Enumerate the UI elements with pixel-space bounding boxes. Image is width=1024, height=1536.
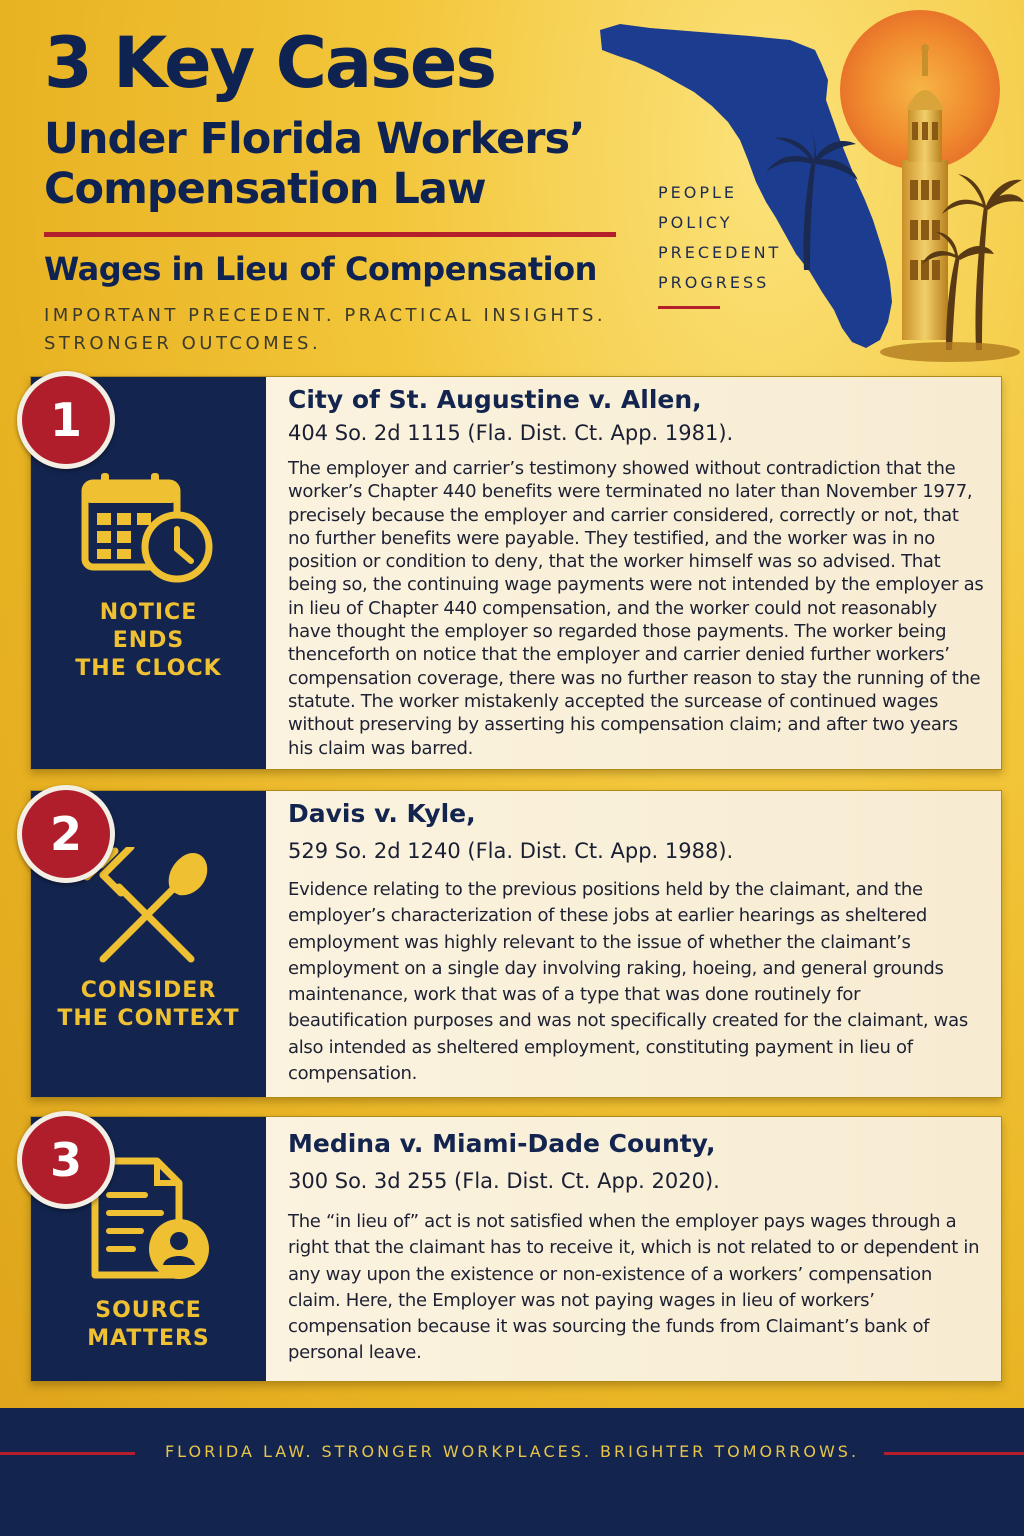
label-line: NOTICE xyxy=(99,600,198,625)
calendar-clock-icon xyxy=(79,469,219,589)
case-card-2 xyxy=(30,790,1002,1098)
tagline-small-line-1: IMPORTANT PRECEDENT. PRACTICAL INSIGHTS. xyxy=(44,305,607,326)
tagline: Wages in Lieu of Compensation xyxy=(44,250,597,288)
case-number-badge: 1 xyxy=(17,371,115,469)
pillar-item: PRECEDENT xyxy=(658,243,782,262)
case-number-badge: 3 xyxy=(17,1111,115,1209)
pillar-list xyxy=(658,178,781,309)
footer-text: FLORIDA LAW. STRONGER WORKPLACES. BRIGHTER TOMORROWS. xyxy=(164,1442,860,1461)
case-card-content xyxy=(266,377,1001,769)
subtitle-line-2: Compensation Law xyxy=(44,164,486,214)
pillar-item: PROGRESS xyxy=(658,273,770,292)
pillar-item: PEOPLE xyxy=(658,183,738,202)
label-line: SOURCE xyxy=(95,1298,202,1323)
case-card-1 xyxy=(30,376,1002,770)
case-card-content xyxy=(266,1117,1001,1381)
case-takeaway-label xyxy=(31,599,266,683)
tagline-small-line-2: STRONGER OUTCOMES. xyxy=(44,333,322,354)
label-line: ENDS xyxy=(112,628,185,653)
header xyxy=(0,0,1024,365)
page-subtitle xyxy=(44,114,584,214)
tagline-small xyxy=(44,302,624,358)
case-citation: 404 So. 2d 1115 (Fla. Dist. Ct. App. 1981). xyxy=(288,421,734,445)
case-card-content xyxy=(266,791,1001,1097)
title-divider xyxy=(44,232,616,237)
case-citation: 300 So. 3d 255 (Fla. Dist. Ct. App. 2020). xyxy=(288,1169,720,1193)
case-citation: 529 So. 2d 1240 (Fla. Dist. Ct. App. 1988). xyxy=(288,839,734,863)
label-line: THE CONTEXT xyxy=(57,1006,240,1031)
case-takeaway-label xyxy=(31,977,266,1033)
case-summary: The “in lieu of” act is not satisfied when the employer pays wages through a right that the claimant has to receive it, which is not related to or dependent in any way upon the existence or non-existence of a workers’ compensation claim. Here, the Employer was not paying wages in lieu of workers’ compensation because it was sourcing the funds from Claimant’s bank of personal leave. xyxy=(288,1211,980,1364)
case-card-3 xyxy=(30,1116,1002,1382)
subtitle-line-1: Under Florida Workers’ xyxy=(44,114,585,164)
footer-divider-right xyxy=(884,1452,1024,1455)
case-name: City of St. Augustine v. Allen, xyxy=(288,385,702,414)
case-summary: The employer and carrier’s testimony showed without contradiction that the worker’s Chapter 440 benefits were terminated no later than November 1977, precisely because the employer and carrier considered, correctly or not, that no further benefits were payable. They testified, and the worker was in no position or condition to deny, that the worker himself was so advised. That being so, the continuing wage payments were not intended by the employer as in lieu of Chapter 440 compensation, and the worker could not reasonably have thought the employer so regarded those payments. The worker being thenceforth on notice that the employer and carrier denied further workers’ compensation coverage, there was no further reason to stay the running of the statute. The worker mistakenly accepted the surcease of continued wages without preserving by asserting his compensation claim; and after two years his claim was barred. xyxy=(288,458,984,759)
case-summary: Evidence relating to the previous positions held by the claimant, and the employer’s characterization of these jobs at earlier hearings as sheltered employment was highly relevant to the issue of whether the claimant’s employment on a single day involving raking, hoeing, and general grounds maintenance, work that was of a type that was done routinely for beautification purposes and was not specifically created for the claimant, was also intended as sheltered employment, constituting payment in lieu of compensation. xyxy=(288,879,968,1085)
pillar-item: POLICY xyxy=(658,213,733,232)
florida-map-illustration xyxy=(590,10,1024,370)
case-name: Davis v. Kyle, xyxy=(288,799,476,828)
page-title: 3 Key Cases xyxy=(44,22,495,104)
case-number-badge: 2 xyxy=(17,785,115,883)
label-line: CONSIDER xyxy=(80,978,217,1003)
case-name: Medina v. Miami-Dade County, xyxy=(288,1129,716,1158)
label-line: MATTERS xyxy=(87,1326,210,1351)
footer xyxy=(0,1408,1024,1536)
label-line: THE CLOCK xyxy=(75,656,222,681)
case-takeaway-label xyxy=(31,1297,266,1353)
pillars-divider xyxy=(658,306,720,309)
